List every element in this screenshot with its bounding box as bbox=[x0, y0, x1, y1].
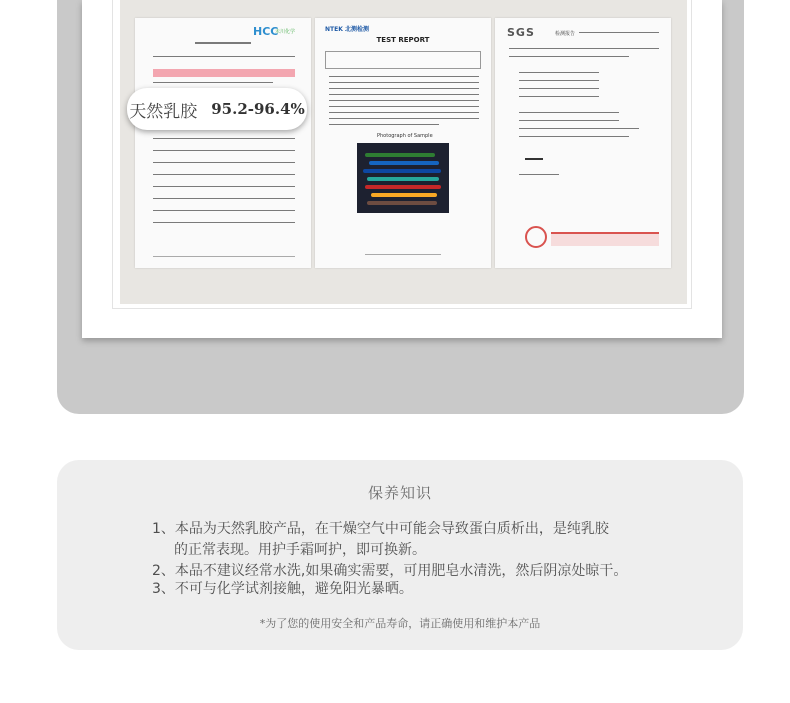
doc-line bbox=[153, 186, 295, 187]
doc-line bbox=[153, 210, 295, 211]
report-header-box bbox=[325, 51, 481, 69]
doc-line bbox=[519, 72, 599, 73]
doc-line bbox=[329, 106, 479, 107]
doc-line bbox=[153, 150, 295, 151]
sgs-stamp-bar bbox=[551, 232, 659, 246]
doc-line bbox=[579, 32, 659, 33]
sgs-report-label: 检测报告 bbox=[555, 31, 576, 37]
doc-line bbox=[329, 94, 479, 95]
certificate-sgs bbox=[495, 18, 671, 268]
doc-line bbox=[509, 56, 629, 57]
care-item-2: 2、本品不建议经常水洗,如果确实需要，可用肥皂水清洗，然后阴凉处晾干。 bbox=[152, 563, 628, 579]
sgs-logo: SGS bbox=[507, 26, 535, 39]
doc-line bbox=[519, 96, 599, 97]
doc-line bbox=[329, 82, 479, 83]
care-title: 保养知识 bbox=[367, 484, 432, 502]
band-green bbox=[365, 153, 435, 157]
signature bbox=[525, 158, 543, 160]
doc-line bbox=[329, 112, 479, 113]
care-panel bbox=[57, 460, 743, 650]
band-brown bbox=[367, 201, 437, 205]
care-item-1: 1、本品为天然乳胶产品，在干燥空气中可能会导致蛋白质析出，是纯乳胶 bbox=[152, 521, 609, 537]
highlight-row bbox=[153, 69, 295, 77]
hcc-logo-subtitle: 未川化学 bbox=[275, 29, 296, 35]
doc-line bbox=[329, 118, 479, 119]
doc-line bbox=[365, 254, 441, 255]
doc-line bbox=[519, 120, 619, 121]
certificate-ntek bbox=[315, 18, 491, 268]
doc-line bbox=[153, 162, 295, 163]
callout-value: 95.2-96.4% bbox=[211, 100, 305, 118]
doc-line bbox=[519, 174, 559, 175]
band-red bbox=[365, 185, 441, 189]
certificate-hcc bbox=[135, 18, 311, 268]
doc-line bbox=[153, 82, 273, 83]
doc-line bbox=[153, 256, 295, 257]
band-yellow bbox=[371, 193, 437, 197]
band-navy bbox=[363, 169, 441, 173]
sample-photo bbox=[357, 143, 449, 213]
latex-content-callout bbox=[127, 88, 307, 130]
ntek-logo: NTEK 北测检测 bbox=[325, 26, 369, 33]
doc-line bbox=[153, 222, 295, 223]
band-blue bbox=[369, 161, 439, 165]
sgs-stamp bbox=[525, 226, 547, 248]
doc-line bbox=[329, 76, 479, 77]
doc-line bbox=[519, 88, 599, 89]
band-teal bbox=[367, 177, 439, 181]
doc-line bbox=[519, 80, 599, 81]
doc-line bbox=[329, 88, 479, 89]
care-note: *为了您的使用安全和产品寿命，请正确使用和维护本产品 bbox=[259, 617, 541, 630]
test-report-title: TEST REPORT bbox=[376, 36, 430, 44]
doc-line bbox=[153, 198, 295, 199]
doc-line bbox=[153, 174, 295, 175]
callout-name: 天然乳胶 bbox=[129, 101, 198, 122]
doc-line bbox=[195, 42, 251, 44]
doc-line bbox=[509, 48, 659, 49]
doc-line bbox=[329, 100, 479, 101]
doc-line bbox=[519, 112, 619, 113]
doc-line bbox=[519, 136, 629, 137]
care-item-3: 3、不可与化学试剂接触，避免阳光暴晒。 bbox=[152, 581, 413, 597]
doc-line bbox=[329, 124, 439, 125]
care-item-1-cont: 的正常表现。用护手霜呵护，即可换新。 bbox=[174, 542, 426, 558]
hcc-logo: HCC bbox=[253, 25, 279, 38]
doc-line bbox=[153, 56, 295, 57]
photo-caption: Photograph of Sample bbox=[377, 133, 433, 139]
doc-line bbox=[519, 128, 639, 129]
doc-line bbox=[153, 138, 295, 139]
